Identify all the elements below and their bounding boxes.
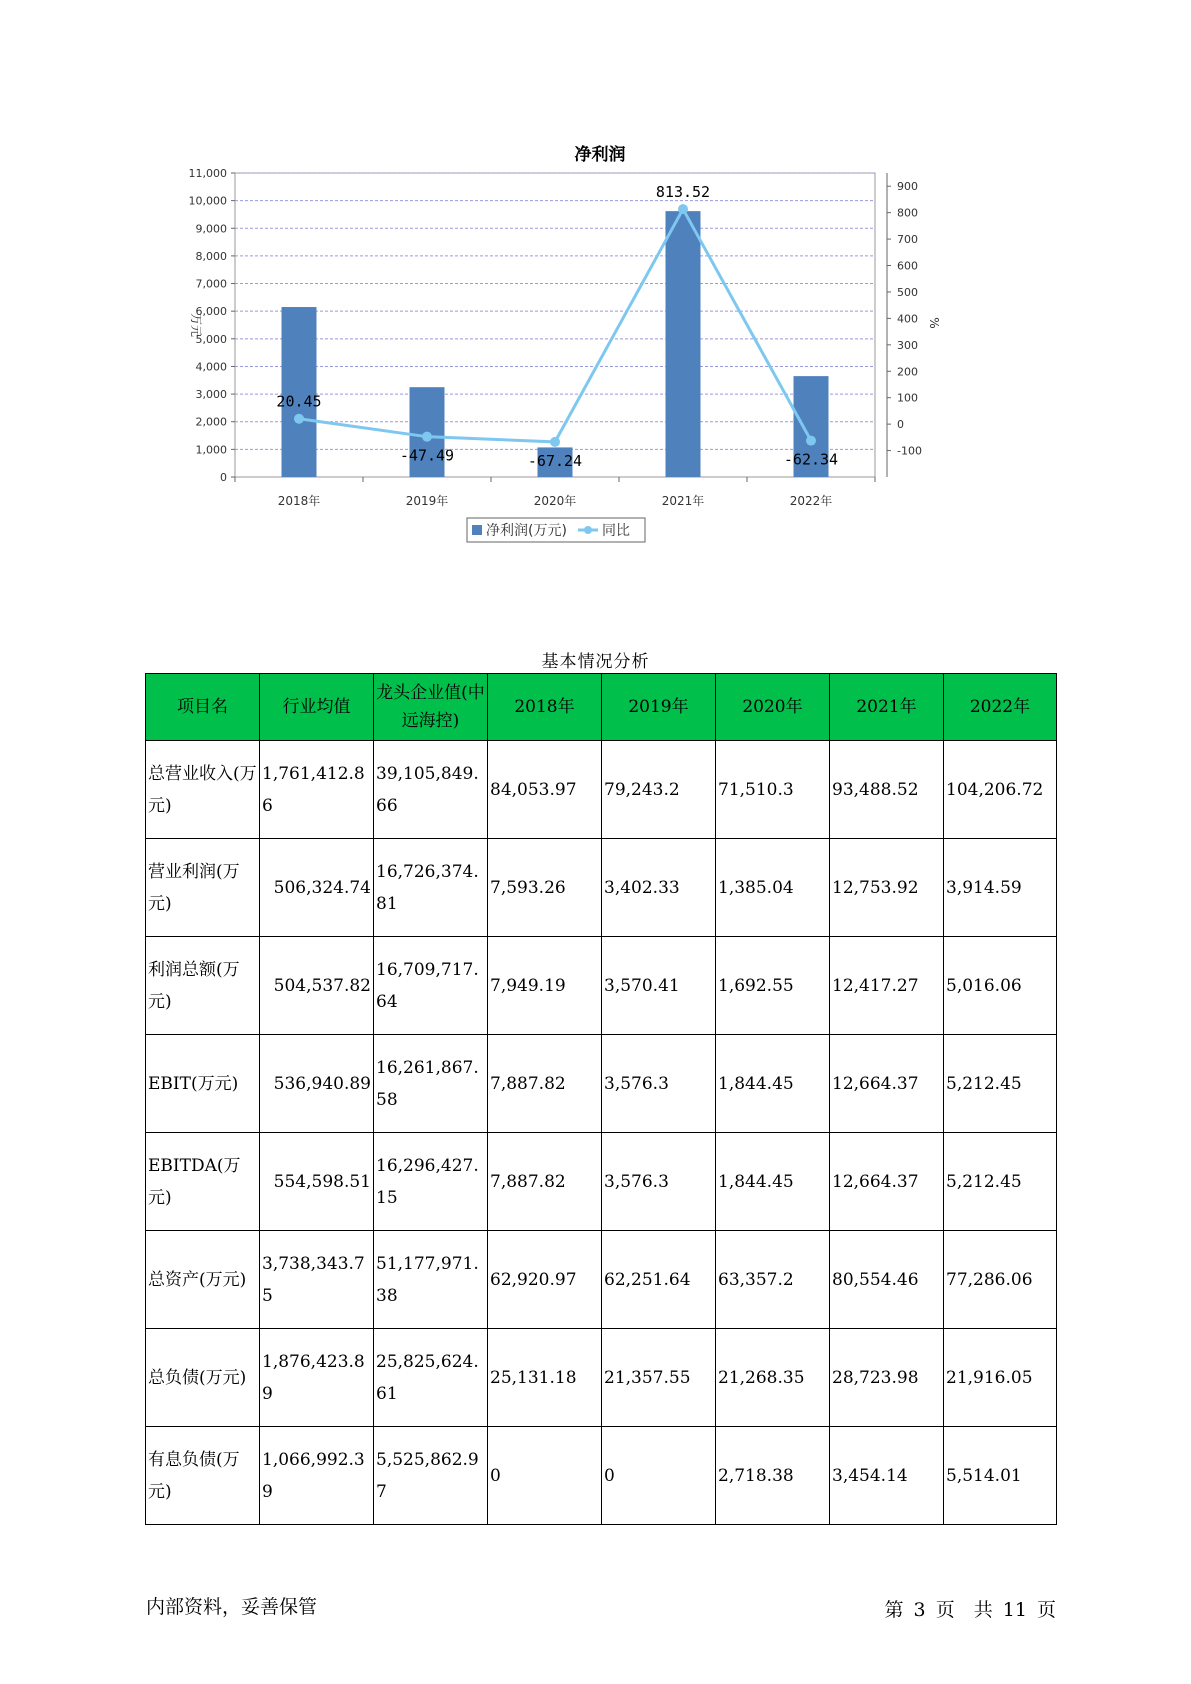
table-cell: 16,296,427.15 [374, 1133, 488, 1231]
row-label: 营业利润(万元) [146, 839, 260, 937]
yoy-point-2020年 [550, 437, 560, 447]
row-label: 有息负债(万元) [146, 1427, 260, 1525]
y-tick-label: 10,000 [188, 194, 227, 208]
header-cell: 龙头企业值(中远海控) [374, 674, 488, 741]
table-title: 基本情况分析 [541, 652, 650, 672]
table-cell: 5,212.45 [944, 1133, 1057, 1231]
table-cell: 5,212.45 [944, 1035, 1057, 1133]
table-cell: 5,514.01 [944, 1427, 1057, 1525]
y-tick-label: 7,000 [195, 277, 227, 291]
table-cell: 21,268.35 [716, 1329, 830, 1427]
page-prefix: 第 [884, 1599, 904, 1621]
yoy-point-2022年 [806, 436, 816, 446]
table-cell: 1,692.55 [716, 937, 830, 1035]
y-tick-label: 1,000 [195, 443, 227, 457]
table-cell: 0 [488, 1427, 602, 1525]
table-cell: 2,718.38 [716, 1427, 830, 1525]
chart-svg [170, 135, 1020, 595]
table-cell: 1,761,412.86 [260, 741, 374, 839]
header-cell: 2018年 [488, 674, 602, 741]
y-tick-label: 11,000 [188, 167, 227, 180]
table-cell: 3,570.41 [602, 937, 716, 1035]
table-cell: 12,417.27 [830, 937, 944, 1035]
y2-tick-label: 200 [897, 365, 918, 379]
table-cell: 1,844.45 [716, 1133, 830, 1231]
basic-analysis-table [145, 673, 1057, 1525]
chart-legend [467, 518, 645, 542]
table-cell: 554,598.51 [260, 1133, 374, 1231]
table-cell: 3,454.14 [830, 1427, 944, 1525]
table-cell: 12,664.37 [830, 1133, 944, 1231]
chart-grid [235, 173, 875, 477]
x-axis-ticks [235, 477, 875, 508]
footer-page-number [880, 1595, 1056, 1622]
table-row [146, 1035, 1057, 1133]
row-label: 总营业收入(万元) [146, 741, 260, 839]
data-label-2019年: -47.49 [399, 446, 455, 465]
table-cell: 25,825,624.61 [374, 1329, 488, 1427]
y2-tick-label: 800 [897, 206, 918, 220]
y-axis-label: 万元 [189, 312, 203, 338]
table-cell: 77,286.06 [944, 1231, 1057, 1329]
table-cell: 5,016.06 [944, 937, 1057, 1035]
table-cell: 63,357.2 [716, 1231, 830, 1329]
row-label: 总负债(万元) [146, 1329, 260, 1427]
net-profit-chart [170, 135, 1020, 595]
data-label-2020年: -67.24 [527, 451, 583, 470]
y2-tick-label: 100 [897, 391, 918, 405]
table-cell: 104,206.72 [944, 741, 1057, 839]
plot-frame [235, 173, 875, 477]
y2-tick-label: 500 [897, 285, 918, 299]
table-cell: 21,916.05 [944, 1329, 1057, 1427]
table-row [146, 1133, 1057, 1231]
table-cell: 16,726,374.81 [374, 839, 488, 937]
table-row [146, 1231, 1057, 1329]
chart-title: 净利润 [574, 145, 626, 165]
table-cell: 12,664.37 [830, 1035, 944, 1133]
y2-tick-label: -100 [897, 444, 922, 458]
yoy-point-2019年 [422, 432, 432, 442]
y-tick-label: 2,000 [195, 415, 227, 429]
table-cell: 7,593.26 [488, 839, 602, 937]
row-label: 总资产(万元) [146, 1231, 260, 1329]
table-cell: 3,914.59 [944, 839, 1057, 937]
header-cell: 行业均值 [260, 674, 374, 741]
header-cell: 项目名 [146, 674, 260, 741]
table-cell: 504,537.82 [260, 937, 374, 1035]
table-cell: 62,251.64 [602, 1231, 716, 1329]
table-cell: 51,177,971.38 [374, 1231, 488, 1329]
table-header-row [146, 674, 1057, 741]
header-cell: 2019年 [602, 674, 716, 741]
y-tick-label: 4,000 [195, 360, 227, 374]
y2-axis-ticks [887, 173, 922, 477]
y-tick-label: 9,000 [195, 222, 227, 236]
yoy-point-2018年 [294, 414, 304, 424]
table-cell: 16,709,717.64 [374, 937, 488, 1035]
row-label: EBITDA(万元) [146, 1133, 260, 1231]
table-cell: 28,723.98 [830, 1329, 944, 1427]
table-cell: 7,949.19 [488, 937, 602, 1035]
table-cell: 5,525,862.97 [374, 1427, 488, 1525]
page-mid: 页 共 [935, 1599, 993, 1621]
data-label-2021年: 813.52 [655, 183, 711, 202]
data-label-2018年: 20.45 [276, 392, 322, 411]
table-cell: 71,510.3 [716, 741, 830, 839]
table-body [146, 741, 1057, 1525]
y-tick-label: 6,000 [195, 305, 227, 319]
table-cell: 3,576.3 [602, 1035, 716, 1133]
data-label-2022年: -62.34 [783, 450, 839, 469]
table-cell: 39,105,849.66 [374, 741, 488, 839]
legend-bar-label: 净利润(万元) [486, 523, 567, 539]
table-cell: 79,243.2 [602, 741, 716, 839]
table-cell: 80,554.46 [830, 1231, 944, 1329]
page-total: 11 [1002, 1599, 1027, 1621]
y-tick-label: 0 [220, 471, 227, 484]
header-cell: 2022年 [944, 674, 1057, 741]
table-cell: 1,385.04 [716, 839, 830, 937]
y-tick-label: 5,000 [195, 332, 227, 346]
table-cell: 12,753.92 [830, 839, 944, 937]
table-cell: 62,920.97 [488, 1231, 602, 1329]
header-cell: 2021年 [830, 674, 944, 741]
table-cell: 16,261,867.58 [374, 1035, 488, 1133]
table-row [146, 1329, 1057, 1427]
table-row [146, 937, 1057, 1035]
row-label: EBIT(万元) [146, 1035, 260, 1133]
table-cell: 3,738,343.75 [260, 1231, 374, 1329]
y2-tick-label: 300 [897, 338, 918, 352]
table-cell: 25,131.18 [488, 1329, 602, 1427]
y2-tick-label: 900 [897, 180, 918, 194]
y-tick-label: 3,000 [195, 388, 227, 402]
y2-tick-label: 700 [897, 233, 918, 247]
y2-axis-label: % [927, 317, 941, 329]
legend-line-label: 同比 [602, 523, 630, 539]
table-cell: 84,053.97 [488, 741, 602, 839]
table-cell: 93,488.52 [830, 741, 944, 839]
bar-2021年 [666, 211, 701, 477]
y2-tick-label: 0 [897, 418, 904, 432]
table-row [146, 1427, 1057, 1525]
x-tick-label: 2020年 [533, 494, 577, 508]
footer-confidential-note: 内部资料，妥善保管 [146, 1596, 318, 1618]
table-row [146, 741, 1057, 839]
page-current: 3 [913, 1599, 926, 1621]
x-tick-label: 2018年 [277, 494, 321, 508]
x-tick-label: 2019年 [405, 494, 449, 508]
page-suffix: 页 [1036, 1599, 1056, 1621]
header-cell: 2020年 [716, 674, 830, 741]
table-cell: 0 [602, 1427, 716, 1525]
x-tick-label: 2021年 [661, 494, 705, 508]
y2-tick-label: 400 [897, 312, 918, 326]
table-cell: 21,357.55 [602, 1329, 716, 1427]
table-cell: 7,887.82 [488, 1133, 602, 1231]
table-cell: 1,876,423.89 [260, 1329, 374, 1427]
table-cell: 3,402.33 [602, 839, 716, 937]
table-cell: 7,887.82 [488, 1035, 602, 1133]
legend-bar-swatch [472, 525, 482, 535]
table-cell: 536,940.89 [260, 1035, 374, 1133]
x-tick-label: 2022年 [789, 494, 833, 508]
y-tick-label: 8,000 [195, 249, 227, 263]
yoy-point-2021年 [678, 204, 688, 214]
y2-tick-label: 600 [897, 259, 918, 273]
table-cell: 1,844.45 [716, 1035, 830, 1133]
table-row [146, 839, 1057, 937]
legend-line-marker [584, 526, 592, 534]
table-cell: 506,324.74 [260, 839, 374, 937]
table-cell: 3,576.3 [602, 1133, 716, 1231]
row-label: 利润总额(万元) [146, 937, 260, 1035]
table-cell: 1,066,992.39 [260, 1427, 374, 1525]
